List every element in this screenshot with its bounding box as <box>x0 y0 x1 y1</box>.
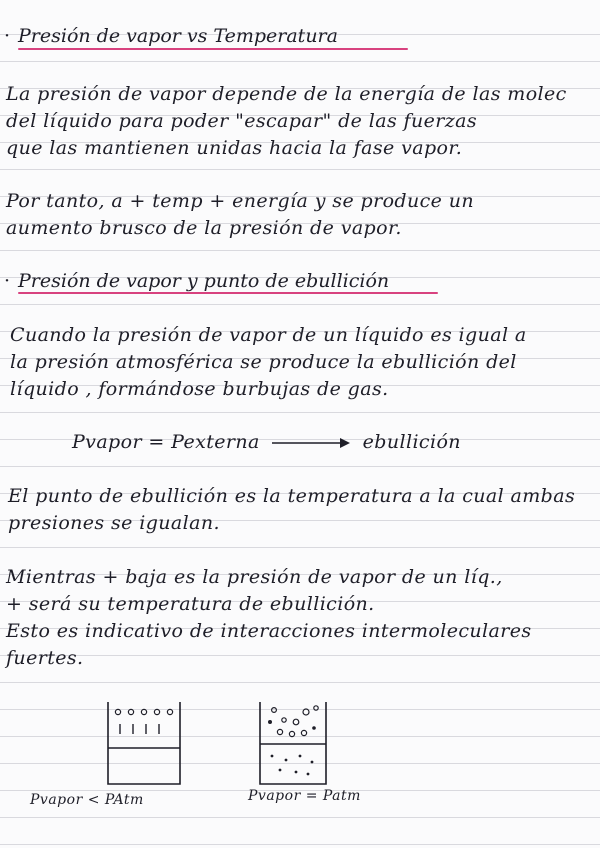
formula <box>72 430 461 454</box>
beaker-label-2: Pvapor = Patm <box>248 788 361 804</box>
bullet: · <box>4 25 11 47</box>
text-line: aumento brusco de la presión de vapor. <box>6 217 402 239</box>
text-line: El punto de ebullición es la temperatura a la cual ambas <box>8 485 576 507</box>
formula-left: Pvapor = Pexterna <box>72 431 260 453</box>
text-line: Por tanto, a + temp + energía y se produce un <box>6 190 475 212</box>
text-line: presiones se igualan. <box>8 512 220 534</box>
text-line: + será su temperatura de ebullición. <box>6 593 375 615</box>
formula-right: ebullición <box>362 431 461 453</box>
text-line: Esto es indicativo de interacciones intermoleculares <box>6 620 532 642</box>
section2-underline <box>18 292 438 294</box>
beaker-sketch-2 <box>256 700 332 788</box>
text-line: la presión atmosférica se produce la ebullición del <box>10 351 517 373</box>
bullet: · <box>4 270 11 292</box>
text-line: fuertes. <box>6 647 84 669</box>
section1-underline <box>18 48 408 50</box>
arrow-right-icon <box>270 436 352 450</box>
section1-title: Presión de vapor vs Temperatura <box>18 25 338 47</box>
text-line: Cuando la presión de vapor de un líquido es igual a <box>10 324 527 346</box>
beaker-sketch-1 <box>104 700 186 788</box>
text-line: Mientras + baja es la presión de vapor de un líq., <box>6 566 503 588</box>
section2-title: Presión de vapor y punto de ebullición <box>18 270 390 292</box>
text-line: La presión de vapor depende de la energía de las molec <box>6 83 567 105</box>
beaker-label-1: Pvapor < PAtm <box>30 792 144 808</box>
text-line: del líquido para poder "escapar" de las fuerzas <box>6 110 478 132</box>
text-line: que las mantienen unidas hacia la fase vapor. <box>6 137 463 159</box>
section2-heading <box>4 269 389 293</box>
text-line: líquido , formándose burbujas de gas. <box>10 378 389 400</box>
section1-heading <box>4 24 338 48</box>
